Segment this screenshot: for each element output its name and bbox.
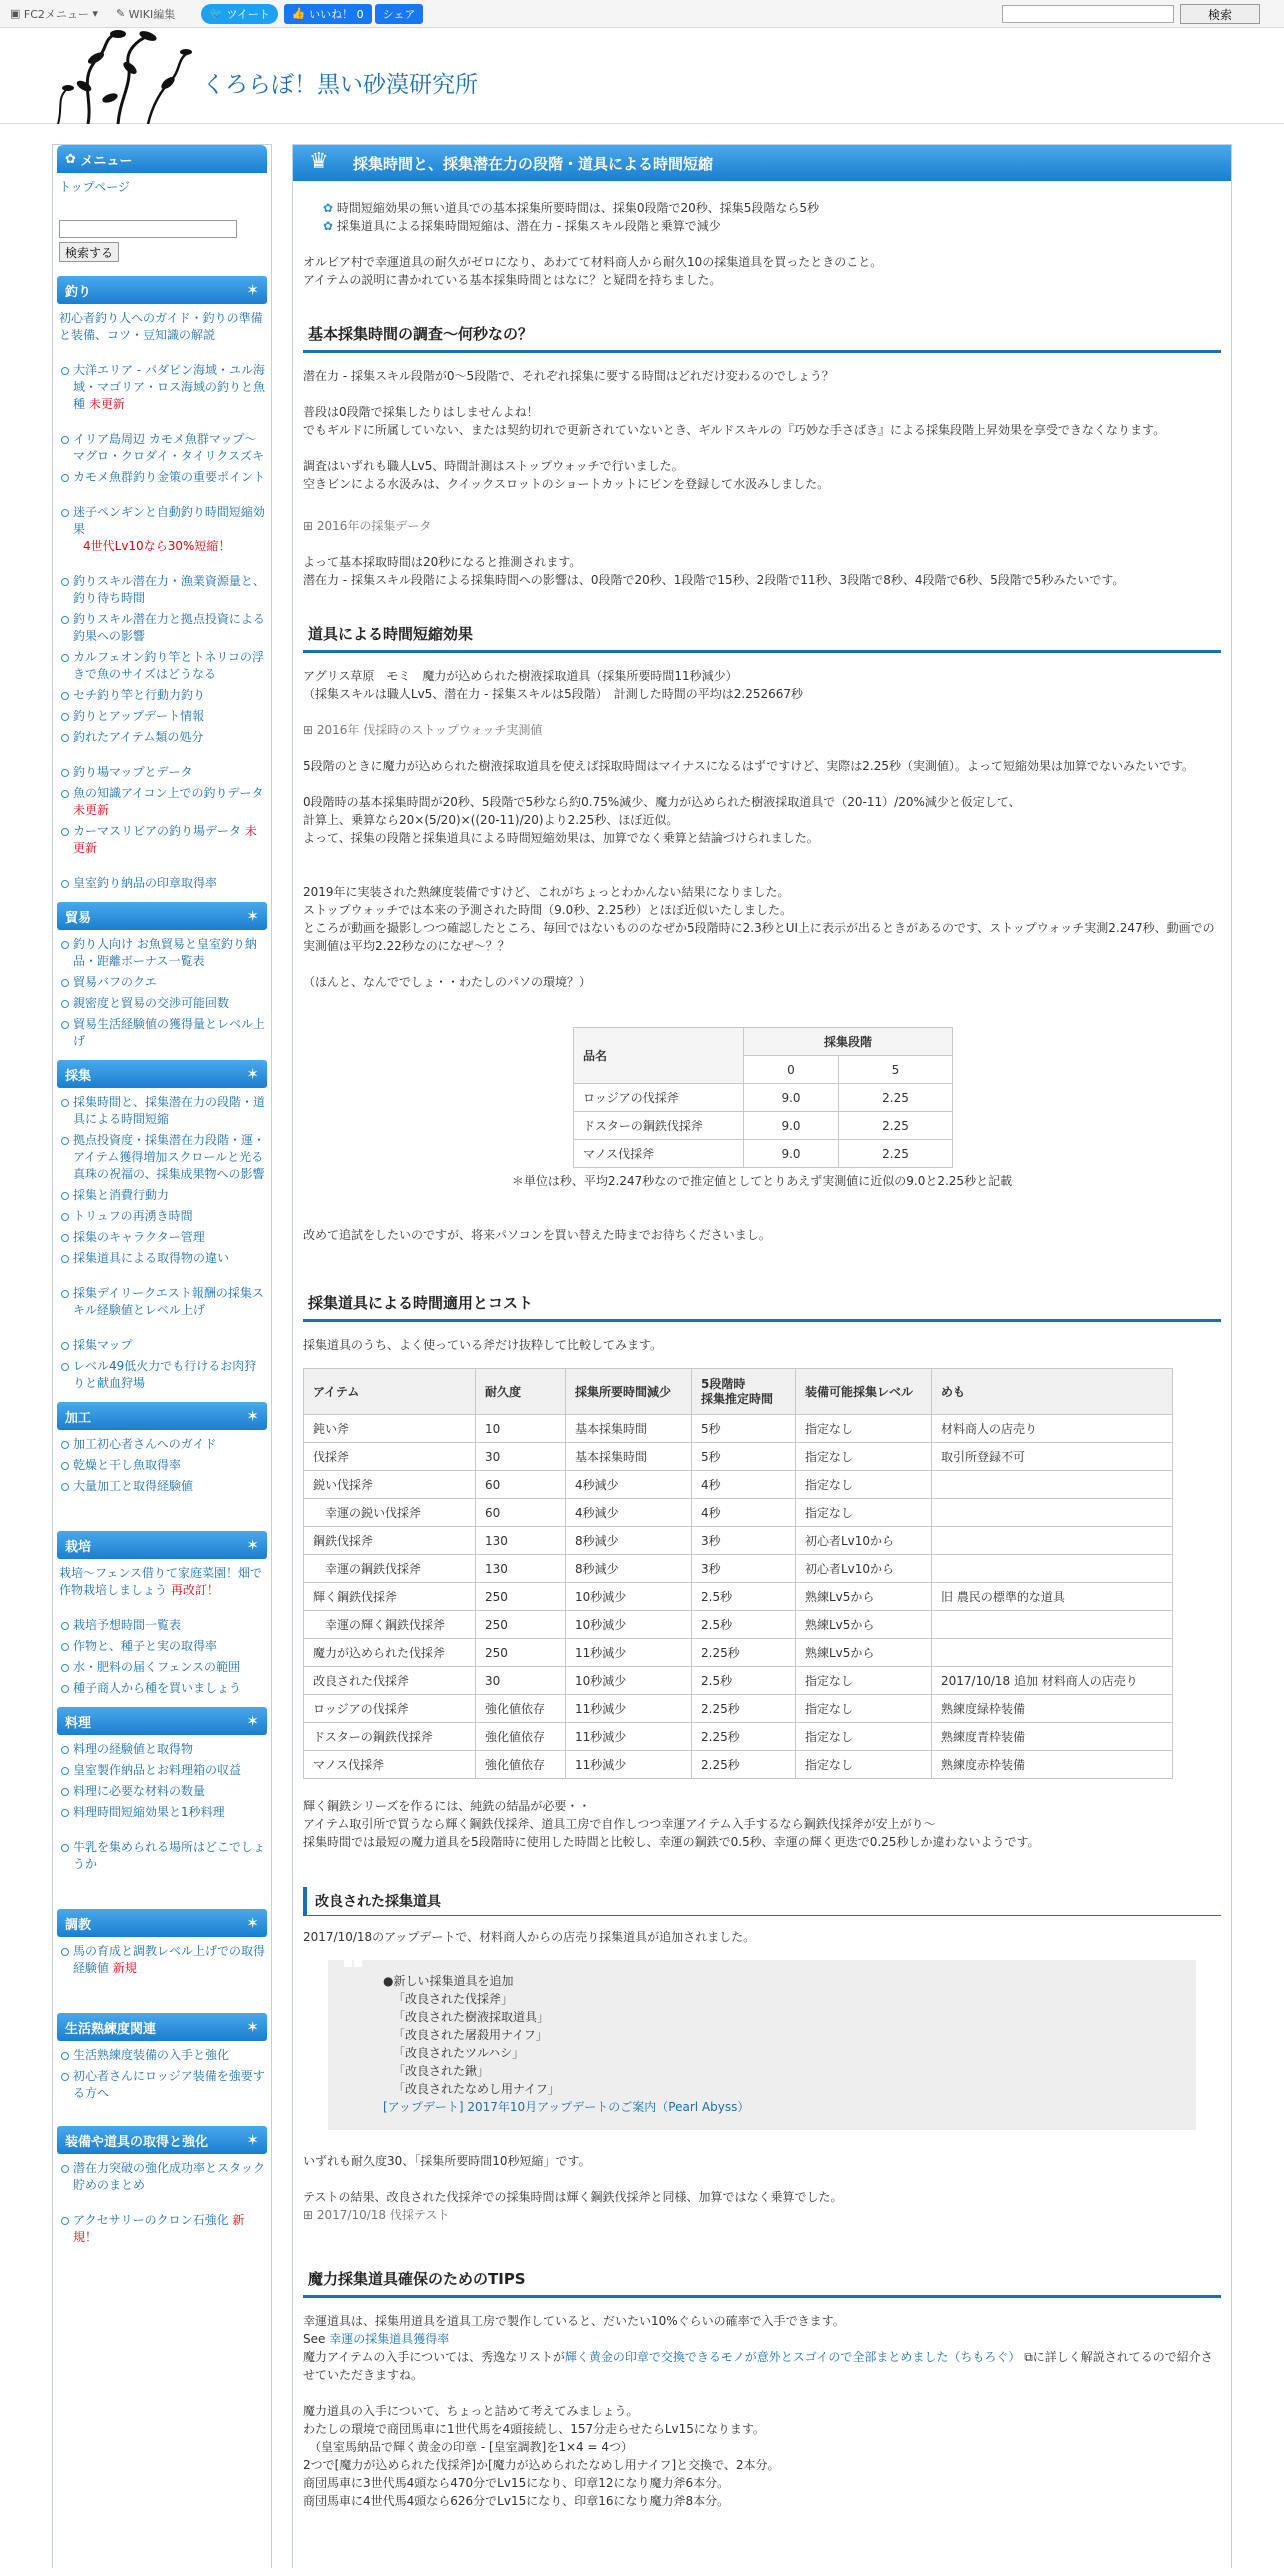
paragraph: でもギルドに所属していない、または契約切れで更新されていないとき、ギルドスキルの『巧妙な手さばき』による採集段階上昇効果を享受できなくなります。 [303, 423, 1166, 437]
quote-source-link[interactable]: [アップデート] 2017年10月アップデートのご案内（Pearl Abyss） [383, 2100, 750, 2114]
sidebar-heading-cooking: 料理 ✶ [57, 1707, 267, 1735]
main-content [292, 144, 1232, 2568]
sidebar-item[interactable]: 大量加工と取得経験値 [59, 1478, 265, 1495]
paragraph: （ほんと、なんででしょ・・わたしのパソの環境？） [303, 975, 592, 989]
sidebar-subnote: 4世代Lv10なら30%短縮！ [83, 539, 231, 553]
table-row: ドスターの鋼鉄伐採斧 9.0 2.25 [574, 1112, 953, 1140]
paragraph: テストの結果、改良された伐採斧での採集時間は輝く鋼鉄伐採斧と同様、加算ではなく乗算でした。 [303, 2190, 843, 2204]
sidebar-farming-intro[interactable]: 栽培～フェンス借りて家庭菜園！畑で作物栽培しましょう 再改訂！ [59, 1566, 263, 1597]
section-heading: 道具による時間短縮効果 [303, 615, 1221, 653]
table-row: ロッジアの伐採斧 9.0 2.25 [574, 1084, 953, 1112]
sidebar-item[interactable]: 採集デイリークエスト報酬の採集スキル経験値とレベル上げ [59, 1285, 265, 1319]
sidebar-item[interactable]: 採集道具による取得物の違い [59, 1250, 265, 1267]
sidebar-item[interactable]: 皇室釣り納品の印章取得率 [59, 875, 265, 892]
table-header: 0 [744, 1056, 839, 1084]
sidebar-item[interactable]: 料理時間短縮効果と1秒料理 [59, 1804, 265, 1821]
sidebar-search-button[interactable]: 検索する [59, 242, 119, 262]
table-cell: 60 [476, 1471, 566, 1499]
sidebar-item[interactable]: 初心者さんにロッジア装備を強要する方へ [59, 2068, 265, 2102]
sparkle-icon: ✶ [246, 281, 259, 299]
table-cell: 2.5秒 [692, 1583, 796, 1611]
paragraph: 商団馬車に4世代馬4頭なら626分でLv15になり、印章16になり魔力斧8本分。 [303, 2494, 730, 2508]
sidebar-heading-fishing: 釣り ✶ [57, 276, 267, 304]
table-cell [932, 1639, 1173, 1667]
article-title-bar [293, 145, 1231, 181]
table-cell: 熟練度緑枠装備 [932, 1695, 1173, 1723]
sidebar-item[interactable]: カーマスリビアの釣り場データ 未更新 [59, 823, 265, 857]
sparkle-icon: ✶ [246, 2131, 259, 2149]
sidebar-fishing-list [59, 362, 265, 892]
table-cell: ロッジアの伐採斧 [304, 1695, 476, 1723]
table-cell: 魔力が込められた伐採斧 [304, 1639, 476, 1667]
table-cell: 強化値依存 [476, 1723, 566, 1751]
table-cell: 熟練度青枠装備 [932, 1723, 1173, 1751]
section-heading: 採集道具による時間適用とコスト [303, 1284, 1221, 1322]
sidebar-item[interactable]: 拠点投資度・採集潜在力段階・運・アイテム獲得増加スクロールと光る真珠の祝福の、採集成果物への影響 [59, 1132, 265, 1183]
sidebar-item[interactable]: 大洋エリア - パダピン海域・ユル海域・マゴリア・ロス海域の釣りと魚種 未更新 [59, 362, 265, 413]
paragraph: アイテム取引所で買うなら輝く鋼鉄伐採斧、道具工房で自作しつつ幸運アイテム入手するなら鋼鉄伐採斧が安上がり～ [303, 1817, 936, 1831]
table-row [304, 1583, 1173, 1611]
table-note: ＊単位は秒、平均2.247秒なので推定値としてとりあえず実測値に近似の9.0と2.25秒と記載 [511, 1174, 1013, 1188]
paragraph: 幸運道具は、採集用道具を道具工房で製作していると、だいたい10%ぐらいの確率で入手できます。 [303, 2314, 845, 2328]
table-row [304, 1415, 1173, 1443]
sidebar-item[interactable]: 作物と、種子と実の取得率 [59, 1638, 265, 1655]
table-cell: 2017/10/18 追加 材料商人の店売り [932, 1667, 1173, 1695]
paragraph: 0段階時の基本採集時間が20秒、5段階で5秒なら約0.75%減少、魔力が込められた樹液採取道具で（20-11）/20%減少と仮定して、 [303, 795, 1021, 809]
table-cell: 10 [476, 1415, 566, 1443]
table-cell: 250 [476, 1583, 566, 1611]
section-heading: 魔力採集道具確保のためのTIPS [303, 2260, 1221, 2298]
sidebar-heading-training: 調教 ✶ [57, 1909, 267, 1937]
paragraph: （皇室馬納品で輝く黄金の印章 - [皇室調教]を1×4 = 4つ） [303, 2440, 633, 2454]
sidebar-item[interactable]: 牛乳を集められる場所はどこでしょうか [59, 1839, 265, 1873]
table-cell: 伐採斧 [304, 1443, 476, 1471]
fold-toggle[interactable]: ⊞ 2017/10/18 伐採テスト [303, 2206, 1221, 2224]
intro-text: オルビア村で幸運道具の耐久がゼロになり、あわてて材料商人から耐久10の採集道具を買ったときのこと。 [303, 255, 883, 269]
sidebar-heading-processing: 加工 ✶ [57, 1402, 267, 1430]
table-cell: 熟練Lv5から [796, 1639, 932, 1667]
sidebar-item[interactable]: 皇室製作納品とお料理箱の収益 [59, 1762, 265, 1779]
paragraph: 採集道具のうち、よく使っている斧だけ抜粋して比較してみます。 [303, 1338, 663, 1352]
sidebar-item[interactable]: 釣りスキル潜在力・漁業資源量と、釣り待ち時間 [59, 573, 265, 607]
sidebar-item[interactable]: トリュフの再湧き時間 [59, 1208, 265, 1225]
sparkle-icon: ✶ [246, 907, 259, 925]
paragraph: 2つで[魔力が込められた伐採斧]か[魔力が込められたなめし用ナイフ]と交換で、2本分。 [303, 2458, 780, 2472]
paragraph: 魔力道具の入手について、ちょっと詰めて考えてみましょう。 [303, 2404, 639, 2418]
sidebar-heading-trade: 貿易 ✶ [57, 902, 267, 930]
table-cell: 30 [476, 1667, 566, 1695]
table-cell: 8秒減少 [566, 1555, 692, 1583]
sparkle-icon: ✶ [246, 1407, 259, 1425]
table-cell: 11秒減少 [566, 1751, 692, 1779]
table-cell: 熟練Lv5から [796, 1583, 932, 1611]
sidebar-item[interactable]: セチ釣り竿と行動力釣り [59, 687, 265, 704]
sidebar-training-list [59, 1943, 265, 1977]
sidebar-processing-list [59, 1436, 265, 1495]
paragraph: 計算上、乗算なら20×(5/20)×((20-11)/20)より2.25秒、ほぼ近似。 [303, 813, 679, 827]
sparkle-icon: ✶ [246, 1712, 259, 1730]
top-toolbar [0, 0, 1284, 28]
sidebar-gathering-list [59, 1094, 265, 1392]
table-cell: 2.25秒 [692, 1695, 796, 1723]
table-cell: 基本採集時間 [566, 1415, 692, 1443]
quote-item: 「改良された樹液採取道具」 [393, 2010, 550, 2024]
paragraph: 商団馬車に3世代馬4頭なら470分でLv15になり、印章12になり魔力斧6本分。 [303, 2476, 730, 2490]
table-cell: 5秒 [692, 1443, 796, 1471]
table-cell: 3秒 [692, 1527, 796, 1555]
sidebar-heading-life-gear: 生活熟練度関連 ✶ [57, 2013, 267, 2041]
sidebar-item[interactable]: 採集のキャラクター管理 [59, 1229, 265, 1246]
table-cell: 130 [476, 1555, 566, 1583]
table-cell [932, 1527, 1173, 1555]
table-row [304, 1695, 1173, 1723]
sidebar-link-top-page[interactable]: トップページ [59, 180, 130, 194]
table-cell: 指定なし [796, 1471, 932, 1499]
table-cell: 60 [476, 1499, 566, 1527]
quote-mark-icon: ❝ [340, 1942, 365, 1996]
table-cell: 指定なし [796, 1499, 932, 1527]
table-row [304, 1667, 1173, 1695]
paragraph: 採集時間では最短の魔力道具を5段階時に使用した時間と比較し、幸運の鋼鉄で0.5秒、幸運の輝く更迭で0.25秒しか違わないようです。 [303, 1835, 1040, 1849]
sidebar-item[interactable]: 貿易バフのクエ [59, 974, 265, 991]
paragraph: ストップウォッチでは本来の予測された時間（9.0秒、2.25秒）とほぼ近似いたしました。 [303, 903, 792, 917]
table-row [304, 1555, 1173, 1583]
sidebar-item[interactable]: 採集と消費行動力 [59, 1187, 265, 1204]
wiki-edit-link[interactable]: ✎ WIKI編集 [115, 7, 176, 21]
sidebar-heading-gathering: 採集 ✶ [57, 1060, 267, 1088]
table-cell: 指定なし [796, 1695, 932, 1723]
table-cell: 鋼鉄伐採斧 [304, 1527, 476, 1555]
section-heading: 基本採集時間の調査～何秒なの？ [303, 315, 1221, 353]
quote-item: 「改良された屠殺用ナイフ」 [393, 2028, 548, 2042]
sidebar-item[interactable]: 釣り人向け お魚貿易と皇室釣り納品・距離ボーナス一覧表 [59, 936, 265, 970]
table-cell: 11秒減少 [566, 1695, 692, 1723]
paragraph: 潜在力 - 採集スキル段階による採集時間への影響は、0段階で20秒、1段階で15秒、2段階で11秒、3段階で8秒、4段階で6秒、5段階で5秒みたいです。 [303, 573, 1125, 587]
sparkle-icon: ✶ [246, 2018, 259, 2036]
paragraph: See 幸運の採集道具獲得率 [303, 2332, 450, 2346]
table-cell: 130 [476, 1527, 566, 1555]
fold-toggle[interactable]: ⊞ 2016年 伐採時のストップウォッチ実測値 [303, 721, 1221, 739]
quote-item: 「改良された鍬」 [393, 2064, 490, 2078]
table-header-row: アイテム 耐久度 採集所要時間減少 5段階時 採集推定時間 装備可能採集レベル めも [304, 1369, 1173, 1415]
see-link[interactable]: 幸運の採集道具獲得率 [329, 2332, 450, 2346]
table-cell: 2.25秒 [692, 1639, 796, 1667]
thumbs-up-icon: 👍 [291, 7, 310, 20]
sidebar-item[interactable]: 魚の知識アイコン上での釣りデータ 未更新 [59, 785, 265, 819]
table-cell: 4秒減少 [566, 1471, 692, 1499]
sidebar-item[interactable]: 釣れたアイテム類の処分 [59, 729, 265, 746]
table-cell: 熟練Lv5から [796, 1611, 932, 1639]
table-cell [932, 1499, 1173, 1527]
sidebar-search-input[interactable] [59, 220, 237, 238]
tweet-button[interactable]: 🐦 ツイート [201, 4, 278, 24]
paragraph: 空きビンによる水汲みは、クイックスロットのショートカットにビンを登録して水汲みしました。 [303, 477, 830, 491]
table-cell [932, 1471, 1173, 1499]
table-cell: 取引所登録不可 [932, 1443, 1173, 1471]
site-header [0, 28, 1284, 124]
table-row [304, 1499, 1173, 1527]
paragraph: 5段階のときに魔力が込められた樹液採取道具を使えば採取時間はマイナスになるはずですけど、実際は2.25秒（実測値）。よって短縮効果は加算でないみたいです。 [303, 759, 1195, 773]
table-cell: 輝く鋼鉄伐採斧 [304, 1583, 476, 1611]
menu-flower-icon: ✿ [65, 151, 81, 167]
sidebar-item[interactable]: レベル49低火力でも行けるお肉狩りと献血狩場 [59, 1358, 265, 1392]
table-cell: 8秒減少 [566, 1527, 692, 1555]
table-cell: 熟練度赤枠装備 [932, 1751, 1173, 1779]
table-row [304, 1527, 1173, 1555]
paragraph: 改めて追試をしたいのですが、将来パソコンを買い替えた時までお待ちくださいまし。 [303, 1228, 771, 1242]
table-header: 品名 [574, 1028, 744, 1084]
paragraph: 潜在力 - 採集スキル段階が0～5段階で、それぞれ採集に要する時間はどれだけ変わるのでしょう？ [303, 369, 834, 383]
paragraph: 輝く鋼鉄シリーズを作るには、純銑の結晶が必要・・ [303, 1799, 591, 1813]
table-cell: 強化値依存 [476, 1695, 566, 1723]
table-row [304, 1471, 1173, 1499]
summary-item: ✿ 採集道具による採集時間短縮は、潜在力 - 採集スキル段階と乗算で減少 [323, 217, 1221, 235]
crown-flower-icon: ♛ [309, 149, 329, 174]
table-cell: 強化値依存 [476, 1751, 566, 1779]
sidebar-item[interactable]: 貿易生活経験値の獲得量とレベル上げ [59, 1016, 265, 1050]
paragraph: ところが動画を撮影しつつ確認したところ、毎回ではないもののなぜか5段階時に2.3秒とUI上に表示が出るときがあるのです、ストップウォッチ実測2.247秒、動画での実測値は平均2.22秒なのになぜ～？？ [303, 921, 1215, 953]
sidebar-item[interactable]: 栽培予想時間一覧表 [59, 1617, 265, 1634]
table-cell: 指定なし [796, 1443, 932, 1471]
sidebar-item[interactable]: カルフェオン釣り竿とトネリコの浮きで魚のサイズはどうなる [59, 649, 265, 683]
quote-block: ❝ ●新しい採集道具を追加 「改良された伐採斧」 「改良された樹液採取道具」 「改良された屠殺用ナイフ」 「改良されたツルハシ」 「改良された鍬」 「改良されたなめし用ナイフ」 [アップデート] 2017年10月アップデートのご案内（Pearl Abyss） [328, 1960, 1196, 2130]
table-cell: 4秒減少 [566, 1499, 692, 1527]
sidebar-trade-list [59, 936, 265, 1050]
table-row [304, 1611, 1173, 1639]
sidebar-item[interactable]: 乾燥と干し魚取得率 [59, 1457, 265, 1474]
paragraph: いずれも耐久度30、「採集所要時間10秒短縮」です。 [303, 2154, 591, 2168]
table-cell: 10秒減少 [566, 1583, 692, 1611]
paragraph: 調査はいずれも職人Lv5、時間計測はストップウォッチで行いました。 [303, 459, 684, 473]
stage-table [573, 1027, 953, 1168]
table-header: 5 [838, 1056, 952, 1084]
paragraph: よって基本採取時間は20秒になると推測されます。 [303, 555, 582, 569]
table-cell: 4秒 [692, 1499, 796, 1527]
paragraph: よって、採集の段階と採集道具による時間短縮効果は、加算でなく乗算と結論づけられました。 [303, 831, 819, 845]
table-row: マノス伐採斧 9.0 2.25 [574, 1140, 953, 1168]
external-link-icon: ⧉ [1020, 2350, 1033, 2364]
sidebar-item[interactable]: 親密度と貿易の交渉可能回数 [59, 995, 265, 1012]
table-cell: 初心者Lv10から [796, 1555, 932, 1583]
quote-item: 「改良された伐採斧」 [393, 1992, 514, 2006]
fc2-icon: ▣ [10, 7, 24, 20]
article-title: 採集時間と、採集潜在力の段階・道具による時間短縮 [353, 154, 714, 173]
table-row [304, 1443, 1173, 1471]
search-input[interactable] [1002, 5, 1174, 23]
tool-table [303, 1368, 1173, 1779]
table-cell: 2.5秒 [692, 1611, 796, 1639]
sidebar-item[interactable]: 釣りとアップデート情報 [59, 708, 265, 725]
paragraph: わたしの環境で商団馬車に1世代馬を4頭接続し、157分走らせたらLv15になります。 [303, 2422, 765, 2436]
sidebar-item[interactable]: 料理に必要な材料の数量 [59, 1783, 265, 1800]
quote-item: 「改良されたなめし用ナイフ」 [393, 2082, 560, 2096]
sidebar-cooking-list [59, 1741, 265, 1873]
sidebar-item[interactable]: 種子商人から種を買いましょう [59, 1680, 265, 1697]
table-cell: 幸運の輝く鋼鉄伐採斧 [304, 1611, 476, 1639]
site-title[interactable]: くろらぼ！黒い砂漠研究所 [202, 72, 478, 98]
sidebar-item[interactable]: 釣りスキル潜在力と拠点投資による釣果への影響 [59, 611, 265, 645]
table-cell: 指定なし [796, 1415, 932, 1443]
sidebar-gear-list [59, 2160, 265, 2246]
table-row [304, 1639, 1173, 1667]
quote-item: 「改良されたツルハシ」 [393, 2046, 525, 2060]
table-header: 採集段階 [744, 1028, 953, 1056]
fc2-menu[interactable]: ▣ FC2メニュー ▾ [10, 7, 98, 21]
sidebar-life-gear-list [59, 2047, 265, 2102]
table-cell: 指定なし [796, 1751, 932, 1779]
sidebar-item[interactable]: 加工初心者さんへのガイド [59, 1436, 265, 1453]
table-cell: 3秒 [692, 1555, 796, 1583]
share-button[interactable]: シェア [375, 4, 424, 24]
sidebar-fishing-intro[interactable]: 初心者釣り人へのガイド・釣りの準備と装備、コツ・豆知識の解説 [59, 311, 263, 342]
paragraph: 魔力アイテムの入手については、秀逸なリストが輝く黄金の印章で交換できるモノが意外とスゴイので全部まとめました（ちもろぐ） ⧉に詳しく解説されてるので紹介させていただきますね。 [303, 2350, 1213, 2382]
table-cell: 基本採集時間 [566, 1443, 692, 1471]
table-cell: 11秒減少 [566, 1723, 692, 1751]
table-row [304, 1751, 1173, 1779]
sidebar-item[interactable]: アクセサリーのクロン石強化 新規！ [59, 2212, 265, 2246]
sidebar-item[interactable]: 採集マップ [59, 1337, 265, 1354]
table-cell: 初心者Lv10から [796, 1527, 932, 1555]
table-cell: 11秒減少 [566, 1639, 692, 1667]
table-cell: 幸運の鋭い伐採斧 [304, 1499, 476, 1527]
table-cell: 2.5秒 [692, 1667, 796, 1695]
table-cell: 4秒 [692, 1471, 796, 1499]
sidebar-menu-heading: ✿ メニュー [57, 145, 267, 173]
table-cell: 250 [476, 1639, 566, 1667]
table-row [304, 1723, 1173, 1751]
sparkle-icon: ✶ [246, 1914, 259, 1932]
sparkle-icon: ✶ [246, 1065, 259, 1083]
summary-list [323, 199, 1221, 235]
table-cell: 10秒減少 [566, 1667, 692, 1695]
intro-text: アイテムの説明に書かれている基本採集時間とはなに？と疑問を持ちました。 [303, 273, 722, 287]
sidebar-item[interactable]: 釣り場マップとデータ [59, 764, 265, 781]
sidebar-item[interactable]: 馬の育成と調教レベル上げでの取得経験値 新規 [59, 1943, 265, 1977]
table-cell: 指定なし [796, 1667, 932, 1695]
table-cell: 5秒 [692, 1415, 796, 1443]
subsection-heading: 改良された採集道具 [303, 1887, 1221, 1916]
table-cell [932, 1555, 1173, 1583]
sidebar-item[interactable]: 迷子ペンギンと自動釣り時間短縮効果 [59, 504, 265, 538]
table-cell: 250 [476, 1611, 566, 1639]
sidebar-item[interactable]: 生活熟練度装備の入手と強化 [59, 2047, 265, 2064]
twitter-bird-icon: 🐦 [209, 7, 227, 20]
sidebar-item[interactable]: カモメ魚群釣り金策の重要ポイント [59, 469, 265, 486]
table-cell: 幸運の鋼鉄伐採斧 [304, 1555, 476, 1583]
table-cell: 30 [476, 1443, 566, 1471]
sidebar-item[interactable]: 採集時間と、採集潜在力の段階・道具による時間短縮 [59, 1094, 265, 1128]
table-cell: 2.25秒 [692, 1751, 796, 1779]
floral-logo-icon [48, 28, 193, 124]
external-link[interactable]: 輝く黄金の印章で交換できるモノが意外とスゴイので全部まとめました（ちもろぐ） [564, 2350, 1021, 2364]
paragraph: アグリス草原 モミ 魔力が込められた樹液採取道具（採集所要時間11秒減少） [303, 669, 738, 683]
table-cell: 改良された伐採斧 [304, 1667, 476, 1695]
sidebar-heading-farming: 栽培 ✶ [57, 1531, 267, 1559]
sparkle-icon: ✶ [246, 1536, 259, 1554]
paragraph: 2019年に実装された熟練度装備ですけど、これがちょっとわかんない結果になりました。 [303, 885, 790, 899]
paragraph: 普段は0段階で採集したりはしませんよね！ [303, 405, 539, 419]
fold-toggle[interactable]: ⊞ 2016年の採集データ [303, 517, 1221, 535]
table-cell: 旧 農民の標準的な道具 [932, 1583, 1173, 1611]
table-cell: 鈍い斧 [304, 1415, 476, 1443]
table-cell: マノス伐採斧 [304, 1751, 476, 1779]
sidebar-item[interactable]: イリア島周辺 カモメ魚群マップ～マグロ・クロダイ・タイリクスズキ [59, 431, 265, 465]
sidebar [52, 144, 272, 2568]
sidebar-item[interactable]: 料理の経験値と取得物 [59, 1741, 265, 1758]
sidebar-item[interactable]: 水・肥料の届くフェンスの範囲 [59, 1659, 265, 1676]
edit-icon: ✎ [115, 7, 129, 20]
like-button[interactable]: 👍 いいね！ 0 [284, 4, 372, 24]
table-cell: 鋭い伐採斧 [304, 1471, 476, 1499]
paragraph: 2017/10/18のアップデートで、材料商人からの店売り採集道具が追加されました。 [303, 1930, 756, 1944]
table-cell: 材料商人の店売り [932, 1415, 1173, 1443]
sidebar-item[interactable]: 潜在力突破の強化成功率とスタック貯めのまとめ [59, 2160, 265, 2194]
table-cell [932, 1611, 1173, 1639]
table-cell: ドスターの鋼鉄伐採斧 [304, 1723, 476, 1751]
search-button[interactable]: 検索 [1180, 4, 1260, 24]
table-cell: 2.25秒 [692, 1723, 796, 1751]
sidebar-heading-gear: 装備や道具の取得と強化 ✶ [57, 2126, 267, 2154]
table-cell: 指定なし [796, 1723, 932, 1751]
summary-item: ✿ 時間短縮効果の無い道具での基本採集所要時間は、採集0段階で20秒、採集5段階なら5秒 [323, 199, 1221, 217]
table-cell: 10秒減少 [566, 1611, 692, 1639]
sidebar-farming-list [59, 1617, 265, 1697]
paragraph: （採集スキルは職人Lv5、潜在力 - 採集スキルは5段階） 計測した時間の平均は2.252667秒 [303, 687, 804, 701]
